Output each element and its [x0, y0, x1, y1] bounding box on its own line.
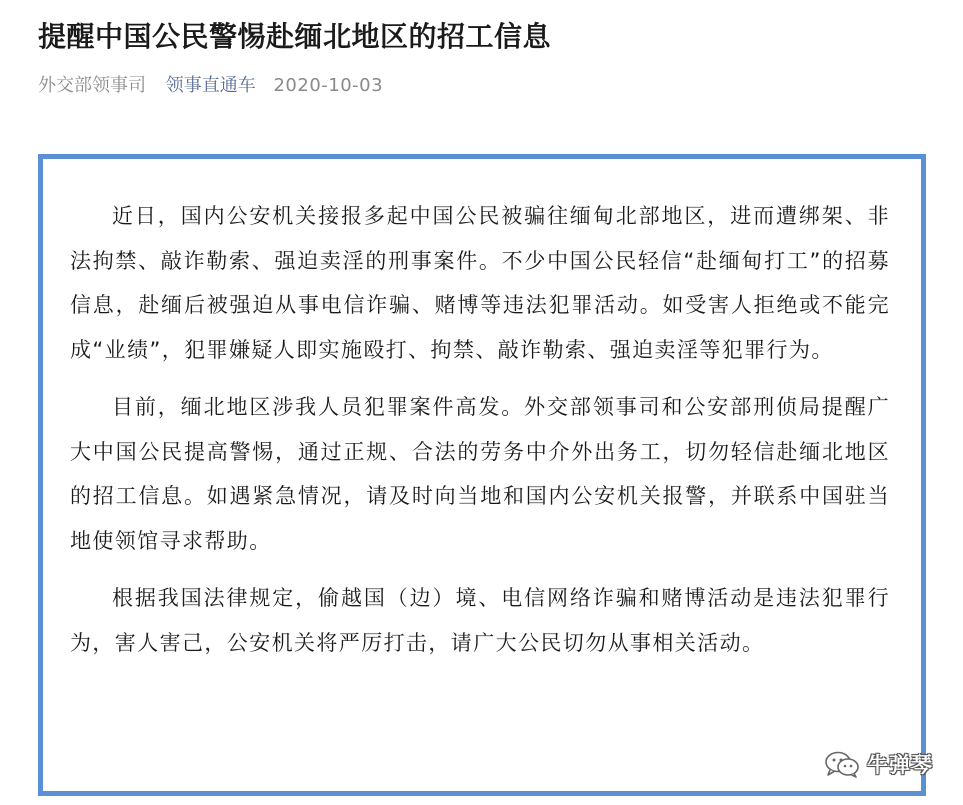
account-link[interactable]: 领事直通车 [165, 75, 256, 96]
notice-paragraph: 根据我国法律规定，偷越国（边）境、电信网络诈骗和赌博活动是违法犯罪行为，害人害己，公安机关将严厉打击，请广大公民切勿从事相关活动。 [70, 586, 890, 655]
notice-paragraph: 近日，国内公安机关接报多起中国公民被骗往缅甸北部地区，进而遭绑架、非法拘禁、敲诈勒索、强迫卖淫的刑事案件。不少中国公民轻信“赴缅甸打工”的招募信息，赴缅后被强迫从事电信诈骗、赌博等违法犯罪活动。如受害人拒绝或不能完成“业绩”，犯罪嫌疑人即实施殴打、拘禁、敲诈勒索、强迫卖淫等犯罪行为。 [70, 204, 890, 362]
publish-date: 2020-10-03 [273, 75, 384, 96]
notice-body [70, 194, 890, 665]
article-meta [38, 72, 383, 100]
wechat-icon [823, 750, 861, 778]
article-title: 提醒中国公民警惕赴缅北地区的招工信息 [38, 20, 552, 53]
watermark-text: 牛弹琴 [867, 753, 933, 777]
notice-box [38, 154, 926, 796]
notice-paragraph: 目前，缅北地区涉我人员犯罪案件高发。外交部领事司和公安部刑侦局提醒广大中国公民提高警惕，通过正规、合法的劳务中介外出务工，切勿轻信赴缅北地区的招工信息。如遇紧急情况，请及时向当地和国内公安机关报警，并联系中国驻当地使领馆寻求帮助。 [70, 395, 890, 553]
watermark [823, 748, 933, 780]
article-source: 外交部领事司 [38, 75, 146, 96]
